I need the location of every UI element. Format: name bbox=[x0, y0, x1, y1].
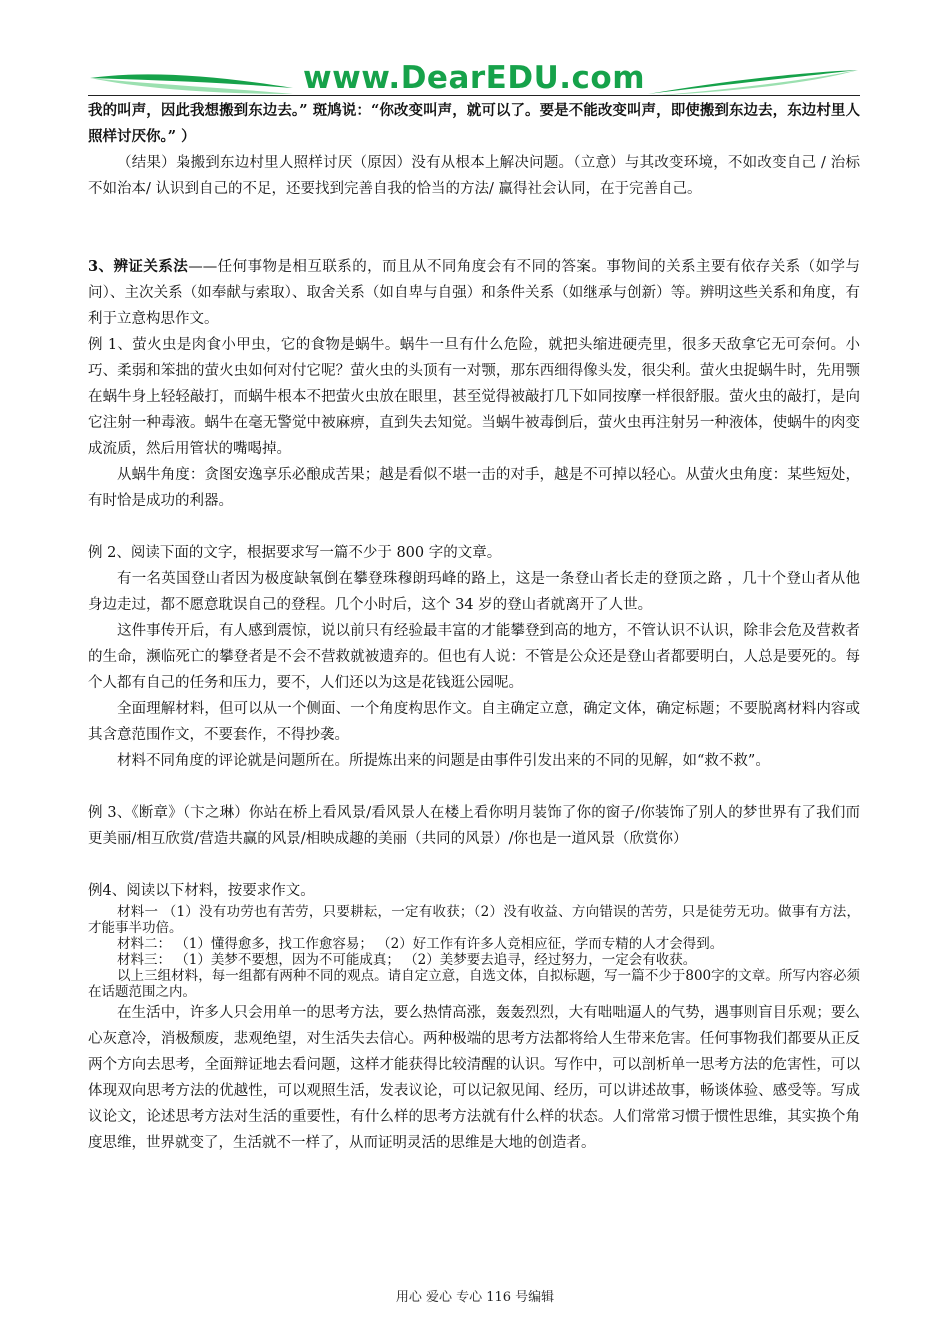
method-3-heading: 3、辨证关系法 bbox=[88, 258, 189, 275]
header-rule bbox=[88, 95, 860, 96]
paragraph-example-4: 例4、阅读以下材料，按要求作文。 bbox=[88, 883, 315, 899]
material-1: 材料一 （1）没有功劳也有苦劳，只要耕耘，一定有收获；（2）没有收益、方向错误的苦劳，只是徒劳无功。做事有方法，才能事半功倍。 bbox=[88, 904, 860, 936]
paragraph-example-2: 例 2、阅读下面的文字，根据要求写一篇不少于 800 字的文章。 bbox=[88, 545, 502, 561]
paragraph-example-2-story: 有一名英国登山者因为极度缺氧倒在攀登珠穆朗玛峰的路上，这是一条登山者长走的登顶之路 ，几十个登山者从他身边走过，都不愿意耽误自己的登程。几个小时后，这个 34 岁的登山者就离开了人世。 bbox=[88, 571, 860, 613]
method-3-description: ——任何事物是相互联系的，而且从不同角度会有不同的答案。事物间的关系主要有依存关系（如学与问）、主次关系（如奉献与索取）、取舍关系（如自卑与自强）和条件关系（如继承与创新）等。辨明这些关系和角度，有利于立意构思作文。 bbox=[88, 259, 860, 327]
material-3: 材料三： （1）美梦不要想，因为不可能成真； （2）美梦要去追寻，经过努力，一定会有收获。 bbox=[117, 952, 697, 968]
paragraph-dialogue: 我的叫声，因此我想搬到东边去。” 斑鸠说：“你改变叫声，就可以了。要是不能改变叫声，即使搬到东边去，东边村里人照样讨厌你。” ） bbox=[88, 102, 860, 145]
paragraph-example-1: 例 1、萤火虫是肉食小甲虫，它的食物是蜗牛。蜗牛一旦有什么危险，就把头缩进硬壳里，很多天敌拿它无可奈何。小巧、柔弱和笨拙的萤火虫如何对付它呢？萤火虫的头顶有一对颚，那东西细得像头发，很尖利。萤火虫捉蜗牛时，先用颚在蜗牛身上轻轻敲打，而蜗牛根本不把萤火虫放在眼里，甚至觉得被敲打几下如同按摩一样很舒服。萤火虫的敲打，是向它注射一种毒液。蜗牛在毫无警觉中被麻痹，直到失去知觉。当蜗牛被毒倒后，萤火虫再注射另一种液体，使蜗牛的肉变成流质，然后用管状的嘴喝掉。 bbox=[88, 337, 860, 457]
paragraph-result: （结果）枭搬到东边村里人照样讨厌（原因）没有从根本上解决问题。（立意）与其改变环境，不如改变自己 / 治标不如治本/ 认识到自己的不足，还要找到完善自我的恰当的方法/ 赢得社会认同，在于完善自己。 bbox=[88, 155, 860, 197]
paragraph-example-3: 例 3、《断章》（卞之琳）你站在桥上看风景/看风景人在楼上看你明月装饰了你的窗子/你装饰了别人的梦世界有了我们而更美丽/相互欣赏/营造共赢的风景/相映成趣的美丽（共同的风景）/你也是一道风景（欣赏你） bbox=[88, 805, 860, 847]
spacer bbox=[88, 852, 860, 878]
site-logo-text: www.DearEDU.com bbox=[302, 60, 645, 96]
spacer bbox=[88, 774, 860, 800]
materials-requirement: 以上三组材料，每一组都有两种不同的观点。请自定立意，自选文体，自拟标题，写一篇不少于800字的文章。所写内容必须在话题范围之内。 bbox=[88, 968, 860, 1000]
paragraph-example-2-reaction: 这件事传开后，有人感到震惊，说以前只有经验最丰富的才能攀登到高的地方，不管认识不认识，除非会危及营救者的生命，濒临死亡的攀登者是不会不营救就被遗弃的。但也有人说：不管是公众还是登山者都要明白，人总是要死的。每个人都有自己的任务和压力，要不，人们还以为这是花钱逛公园呢。 bbox=[88, 623, 860, 691]
document-body bbox=[88, 98, 860, 1156]
paragraph-example-4-analysis: 在生活中，许多人只会用单一的思考方法，要么热情高涨，轰轰烈烈，大有咄咄逼人的气势，遇事则盲目乐观；要么心灰意冷，消极颓废，悲观绝望，对生活失去信心。两种极端的思考方法都将给人生带来危害。任何事物我们都要从正反两个方向去思考，全面辩证地去看问题，这样才能获得比较清醒的认识。写作中，可以剖析单一思考方法的危害性，可以体现双向思考方法的优越性，可以观照生活，发表议论，可以记叙见闻、经历，可以讲述故事，畅谈体验、感受等。写成议论文，论述思考方法对生活的重要性，有什么样的思考方法就有什么样的状态。人们常常习惯于惯性思维，其实换个角度思维，世界就变了，生活就不一样了，从而证明灵活的思维是大地的创造者。 bbox=[88, 1005, 860, 1151]
paragraph-method-3 bbox=[88, 254, 860, 332]
paragraph-example-2-requirement: 全面理解材料，但可以从一个侧面、一个角度构思作文。自主确定立意，确定文体，确定标题；不要脱离材料内容或其含意范围作文，不要套作，不得抄袭。 bbox=[88, 701, 860, 743]
paragraph-example-2-comment: 材料不同角度的评论就是问题所在。所提炼出来的问题是由事件引发出来的不同的见解，如“救不救”。 bbox=[117, 753, 770, 769]
spacer bbox=[88, 514, 860, 540]
page-footer: 用心 爱心 专心 116 号编辑 bbox=[395, 1290, 555, 1305]
spacer bbox=[88, 202, 860, 228]
spacer bbox=[88, 228, 860, 254]
paragraph-example-1-analysis: 从蜗牛角度：贪图安逸享乐必酿成苦果；越是看似不堪一击的对手，越是不可掉以轻心。从萤火虫角度：某些短处，有时恰是成功的利器。 bbox=[88, 467, 860, 509]
example-4-materials bbox=[88, 904, 860, 1000]
material-2: 材料二： （1）懂得愈多，找工作愈容易； （2）好工作有许多人竞相应征，学而专精的人才会得到。 bbox=[117, 936, 724, 952]
